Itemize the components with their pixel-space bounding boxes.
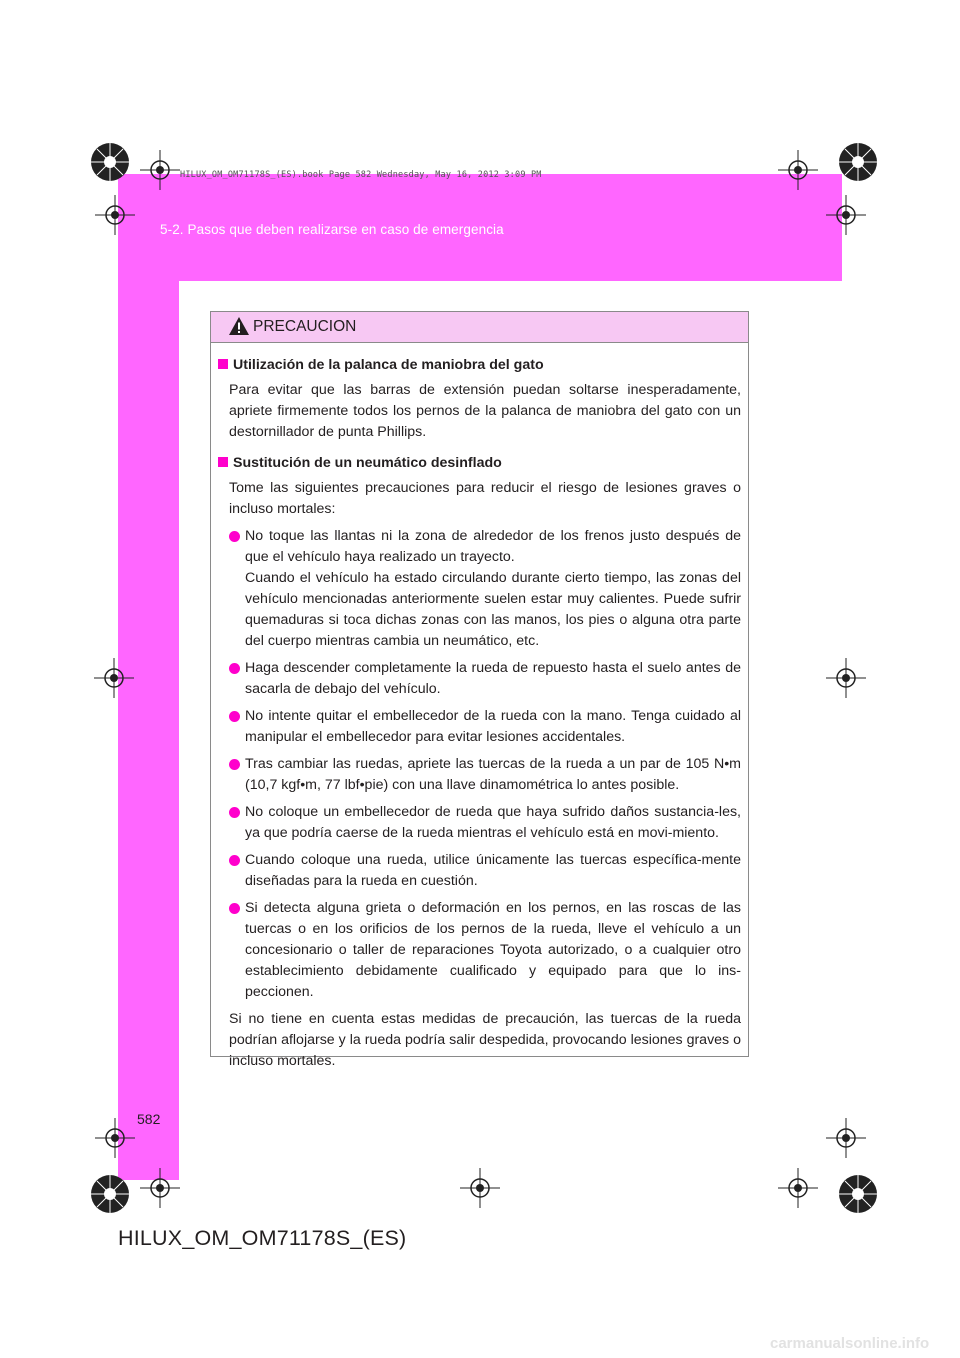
caution-box	[210, 311, 749, 1069]
crosshair-icon	[826, 1118, 866, 1158]
caution-header	[211, 312, 748, 343]
crosshair-icon	[460, 1168, 500, 1208]
caution-body	[211, 343, 748, 1072]
list-item: Si detecta alguna grieta o deformación en los pernos, en las roscas de las tuercas o en los orificios de los pernos de la rueda, lleve el vehículo a un concesionario o taller de reparaciones Toyota autorizado, o a cualquier otro establecimiento debidamente cualificado y equipado para que lo ins-peccionen.	[229, 898, 741, 1003]
page-number: 582	[137, 1111, 161, 1127]
section-heading-flat-tire: Sustitución de un neumático desinflado	[218, 453, 741, 474]
footer-document-code: HILUX_OM_OM71178S_(ES)	[118, 1226, 407, 1250]
crosshair-icon	[778, 150, 818, 190]
side-band	[118, 281, 179, 1180]
crosshair-icon	[140, 150, 180, 190]
crosshair-icon	[826, 195, 866, 235]
crosshair-icon	[95, 1118, 135, 1158]
registration-mark-icon	[836, 1172, 880, 1216]
jack-handle-paragraph: Para evitar que las barras de extensión puedan soltarse inesperadamente, apriete firmemente todos los pernos de la palanca de maniobra del gato con un destornillador de punta Phillips.	[229, 382, 741, 440]
caution-title: PRECAUCION	[253, 318, 357, 335]
list-item: Cuando coloque una rueda, utilice únicamente las tuercas específica-mente diseñadas para la rueda en cuestión.	[229, 850, 741, 892]
list-item: Tras cambiar las ruedas, apriete las tuercas de la rueda a un par de 105 N•m (10,7 kgf•m, 77 lbf•pie) con una llave dinamométrica lo antes posible.	[229, 754, 741, 796]
watermark: carmanualsonline.info	[770, 1335, 930, 1352]
list-item: Haga descender completamente la rueda de repuesto hasta el suelo antes de sacarla de debajo del vehículo.	[229, 658, 741, 700]
print-book-line: HILUX_OM_OM71178S_(ES).book Page 582 Wednesday, May 16, 2012 3:09 PM	[180, 170, 542, 180]
crosshair-icon	[140, 1168, 180, 1208]
round-bullet-icon	[229, 531, 240, 542]
warning-triangle-icon	[228, 316, 250, 336]
crosshair-icon	[95, 195, 135, 235]
round-bullet-icon	[229, 807, 240, 818]
registration-mark-icon	[836, 140, 880, 184]
round-bullet-icon	[229, 759, 240, 770]
flat-tire-intro: Tome las siguientes precauciones para reducir el riesgo de lesiones graves o incluso mortales:	[229, 480, 741, 517]
section-heading-jack-handle: Utilización de la palanca de maniobra del gato	[218, 355, 741, 376]
round-bullet-icon	[229, 903, 240, 914]
crosshair-icon	[778, 1168, 818, 1208]
registration-mark-icon	[88, 140, 132, 184]
round-bullet-icon	[229, 663, 240, 674]
list-item: No intente quitar el embellecedor de la rueda con la mano. Tenga cuidado al manipular el embellecedor para evitar lesiones accidentales.	[229, 706, 741, 748]
closing-paragraph: Si no tiene en cuenta estas medidas de precaución, las tuercas de la rueda podrían aflojarse y la rueda podría salir despedida, provocando lesiones graves o incluso mortales.	[229, 1011, 741, 1069]
square-bullet-icon	[218, 359, 228, 369]
registration-mark-icon	[88, 1172, 132, 1216]
round-bullet-icon	[229, 711, 240, 722]
crosshair-icon	[94, 658, 134, 698]
list-item: No coloque un embellecedor de rueda que haya sufrido daños sustancia-les, ya que podría caerse de la rueda mientras el vehículo está en movi-miento.	[229, 802, 741, 844]
section-title: 5-2. Pasos que deben realizarse en caso de emergencia	[160, 222, 504, 237]
round-bullet-icon	[229, 855, 240, 866]
square-bullet-icon	[218, 457, 228, 467]
crosshair-icon	[826, 658, 866, 698]
list-item: No toque las llantas ni la zona de alrededor de los frenos justo después de que el vehículo haya realizado un trayecto. Cuando el vehículo ha estado circulando durante cierto tiempo, las zonas del vehículo mencionadas anteriormente suelen estar muy calientes. Puede sufrir quemaduras si toca dichas zonas con las manos, los pies o alguna otra parte del cuerpo mientras cambia un neumático, etc.	[229, 526, 741, 652]
